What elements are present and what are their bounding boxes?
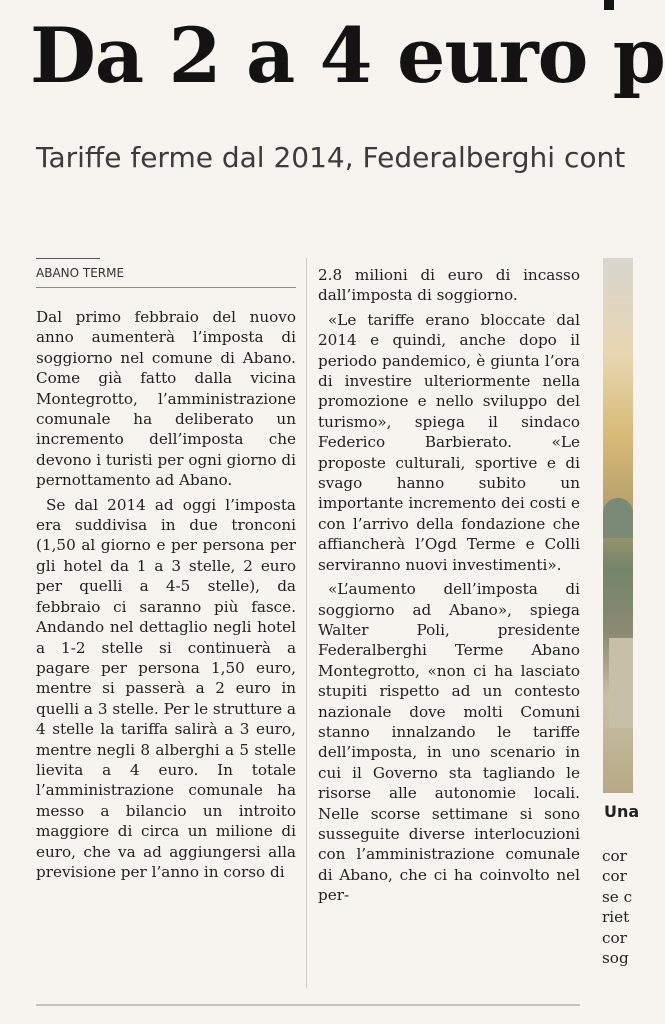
paragraph: Dal primo febbraio del nuovo anno aumenterà l’imposta di soggiorno nel comune di Abano. Come già fatto dalla vicina Montegrotto, l’amministrazione comunale ha deliberato un incremento dell’imposta che devono i turisti per ogni giorno di pernottamento ad Abano. xyxy=(36,308,296,490)
page-title: Da 2 a 4 euro p xyxy=(30,11,665,100)
article-photo xyxy=(603,258,633,793)
text-fragment: sog xyxy=(602,948,629,967)
dateline: ABANO TERME xyxy=(36,266,125,280)
article-column-3-fragment xyxy=(602,846,633,994)
photo-caption: Una xyxy=(604,802,640,821)
paragraph: «L’aumento dell’imposta di soggiorno ad Abano», spiega Walter Poli, presidente Federalberghi Terme Abano Montegrotto, «non ci ha lasciato stupiti rispetto ad un contesto nazionale dove molti Comuni stanno innalzando le tariffe dell’imposta, in uno scenario in cui il Governo sta tagliando le risorse alle autonomie locali. Nelle scorse settimane si sono susseguite diverse interlocuzioni con l’amministrazione comunale di Abano, che ci ha coinvolto nel per- xyxy=(318,580,580,905)
column-divider xyxy=(306,258,307,988)
text-fragment: riet xyxy=(602,908,630,927)
text-fragment: cor xyxy=(602,847,627,865)
paragraph: «Le tariffe erano bloccate dal 2014 e quindi, anche dopo il periodo pandemico, è giunta l’ora di investire ulteriormente nella promozione e nello sviluppo del turismo», spiega il sindaco Federico Barbierato. «Le proposte culturali, sportive e di svago hanno subito un importante incremento dei costi e con l’arrivo della fondazione che affiancherà l’Ogd Terme e Colli serviranno nuovi investimenti». xyxy=(318,310,580,574)
dateline-underline xyxy=(36,287,296,288)
subheadline: Tariffe ferme dal 2014, Federalberghi cont xyxy=(36,141,626,174)
text-fragment: cor xyxy=(602,867,627,886)
article-column-1 xyxy=(36,307,296,987)
text-fragment: cor xyxy=(602,928,627,947)
article-column-2 xyxy=(318,265,580,987)
text-fragment: se c xyxy=(602,887,633,906)
bottom-rule xyxy=(36,1004,580,1006)
paragraph: 2.8 milioni di euro di incasso dall’imposta di soggiorno. xyxy=(318,266,580,305)
paragraph: Se dal 2014 ad oggi l’imposta era suddivisa in due tronconi (1,50 al giorno e per persona per gli hotel da 1 a 3 stelle, 2 euro per quelli a 4-5 stelle), da febbraio ci saranno più fasce. Andando nel dettaglio negli hotel a 1-2 stelle si continuerà a pagare per persona 1,50 euro, mentre si passerà a 2 euro in quelli a 3 stelle. Per le strutture a 4 stelle la tariffa salirà a 3 euro, mentre negli 8 alberghi a 5 stelle lievita a 4 euro. In totale l’amministrazione comunale ha messo a bilancio un introito maggiore di circa un milione di euro, che va ad aggiungersi alla previsione per l’anno in corso di xyxy=(36,495,296,881)
dateline-rule xyxy=(36,258,100,259)
